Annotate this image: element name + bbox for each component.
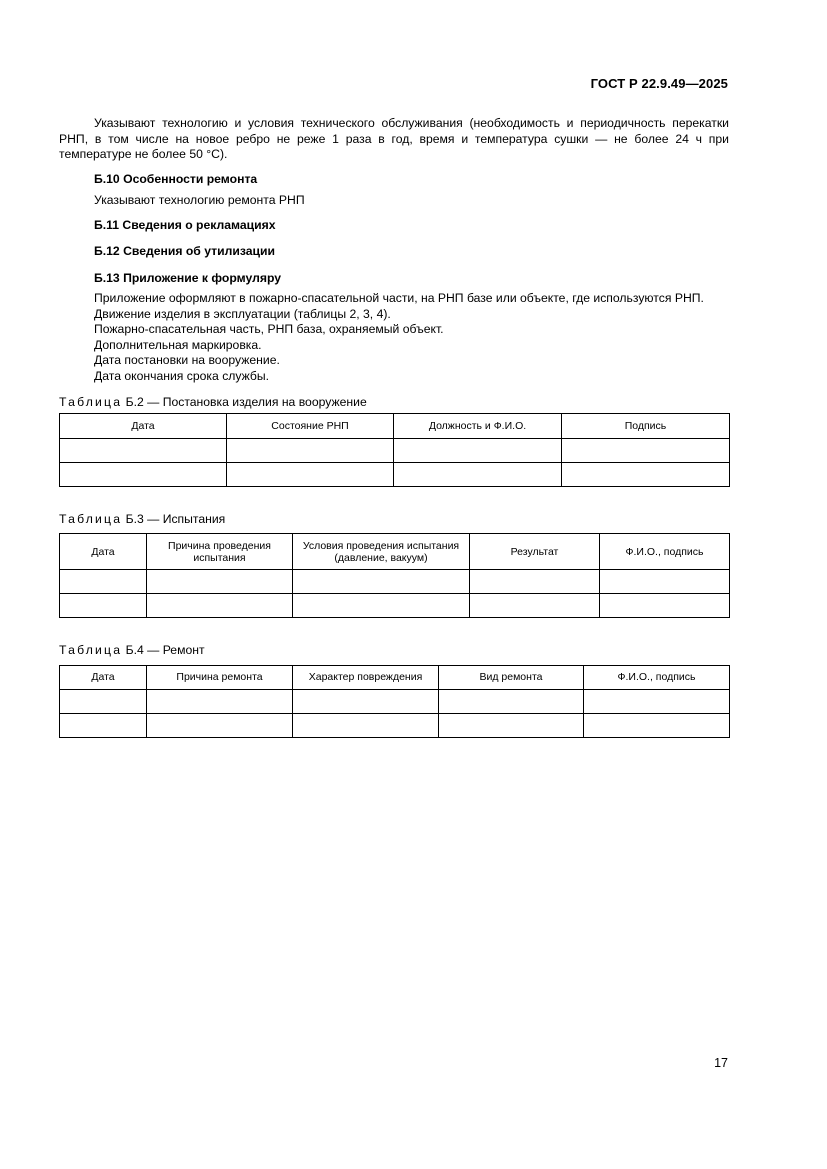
table-cell <box>293 713 439 737</box>
table-header-cell: Характер повреждения <box>293 665 439 689</box>
table-row <box>60 438 730 462</box>
section-b10-title: Б.10 Особенности ремонта <box>94 171 258 186</box>
section-b13-title: Б.13 Приложение к формуляру <box>94 270 282 285</box>
table-cell <box>394 438 562 462</box>
table-cell <box>600 570 730 594</box>
table-b3 <box>59 533 730 618</box>
section-b13-line: Дополнительная маркировка. <box>94 337 262 352</box>
table-header-cell: Дата <box>60 665 147 689</box>
table-cell <box>584 713 730 737</box>
table-cell <box>394 462 562 486</box>
table-header-cell: Ф.И.О., подпись <box>600 534 730 570</box>
table-caption-text: Б.3 — Испытания <box>122 511 226 526</box>
table-cell <box>147 713 293 737</box>
intro-paragraph: Указывают технологию и условия технического обслуживания (необходимость и периодичность перекатки РНП, в том числе на новое ребро не реже 1 раза в год, время и температура сушки — не более 24 ч при температуре не более 50 °C). <box>59 116 729 161</box>
table-cell <box>147 594 293 618</box>
table-cell <box>227 438 394 462</box>
table-b3-caption <box>59 512 729 528</box>
section-b13-line: Пожарно-спасательная часть, РНП база, охраняемый объект. <box>94 322 444 336</box>
table-row <box>60 570 730 594</box>
table-cell <box>60 462 227 486</box>
table-cell <box>227 462 394 486</box>
table-caption-word: Таблица <box>59 511 123 526</box>
table-cell <box>60 570 147 594</box>
table-caption-text: Б.4 — Ремонт <box>122 643 205 657</box>
table-b4 <box>59 665 730 738</box>
section-b13-line: Приложение оформляют в пожарно-спасательной части, на РНП базе или объекте, где используются РНП. <box>94 291 704 305</box>
table-row <box>60 713 730 737</box>
section-b10-text: Указывают технологию ремонта РНП <box>94 193 305 207</box>
page-content <box>59 116 729 738</box>
table-caption-word: Таблица <box>59 643 123 657</box>
table-header-cell: Ф.И.О., подпись <box>584 665 730 689</box>
table-header-cell: Состояние РНП <box>227 413 394 438</box>
table-b2-caption <box>59 395 729 411</box>
table-caption-text: Б.2 — Постановка изделия на вооружение <box>122 395 367 409</box>
table-cell <box>60 438 227 462</box>
standard-code: ГОСТ Р 22.9.49—2025 <box>590 76 728 91</box>
table-cell <box>439 689 584 713</box>
table-header-cell: Должность и Ф.И.О. <box>394 413 562 438</box>
table-cell <box>147 689 293 713</box>
table-cell <box>293 594 470 618</box>
table-cell <box>293 689 439 713</box>
table-header-cell: Дата <box>60 413 227 438</box>
section-b13-line: Дата окончания срока службы. <box>94 368 270 383</box>
section-b11-title: Б.11 Сведения о рекламациях <box>94 217 276 232</box>
table-cell <box>584 689 730 713</box>
table-cell <box>147 570 293 594</box>
table-cell <box>60 594 147 618</box>
table-caption-word: Таблица <box>59 395 123 409</box>
table-header-cell: Причина проведения испытания <box>147 534 293 570</box>
table-cell <box>562 438 730 462</box>
section-b13-line: Движение изделия в эксплуатации (таблицы 2, 3, 4). <box>94 306 391 321</box>
table-cell <box>60 713 147 737</box>
table-header-cell: Результат <box>470 534 600 570</box>
section-b13-line: Дата постановки на вооружение. <box>94 353 280 367</box>
table-cell <box>600 594 730 618</box>
table-header-cell: Причина ремонта <box>147 665 293 689</box>
table-header-cell: Условия проведения испытания (давление, вакуум) <box>293 534 470 570</box>
section-b12-title: Б.12 Сведения об утилизации <box>94 244 275 258</box>
table-header-cell: Вид ремонта <box>439 665 584 689</box>
table-cell <box>470 594 600 618</box>
table-header-cell: Подпись <box>562 413 730 438</box>
table-cell <box>562 462 730 486</box>
table-cell <box>470 570 600 594</box>
table-cell <box>60 689 147 713</box>
table-row <box>60 594 730 618</box>
table-cell <box>439 713 584 737</box>
page-number: 17 <box>714 1056 728 1070</box>
table-cell <box>293 570 470 594</box>
table-header-cell: Дата <box>60 534 147 570</box>
table-b4-caption <box>59 643 729 659</box>
table-b2 <box>59 413 730 487</box>
table-row <box>60 462 730 486</box>
table-row <box>60 689 730 713</box>
